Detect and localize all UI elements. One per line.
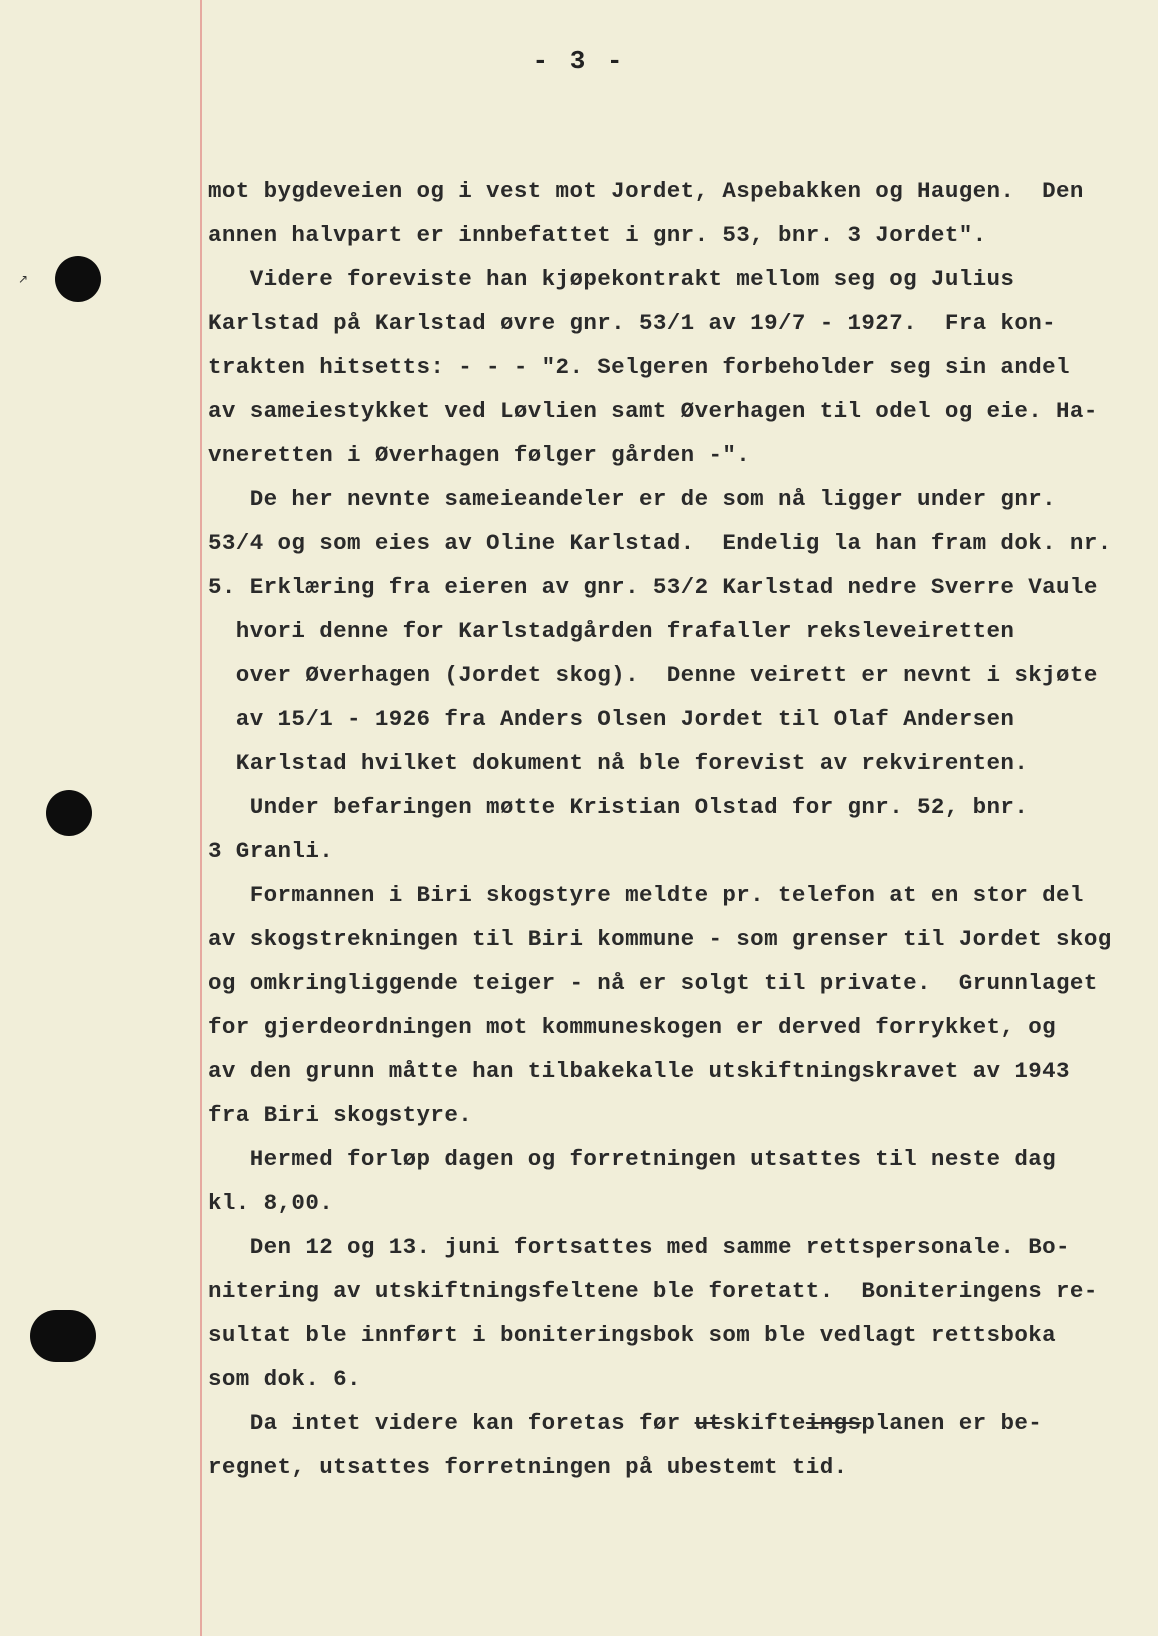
text-line: vneretten i Øverhagen følger gården -". bbox=[208, 442, 751, 468]
punch-hole bbox=[55, 256, 101, 302]
text-line: annen halvpart er innbefattet i gnr. 53, bnr. 3 Jordet". bbox=[208, 222, 987, 248]
text-line: kl. 8,00. bbox=[208, 1190, 334, 1216]
struck-text: ings bbox=[805, 1410, 862, 1436]
page-number: - 3 - bbox=[532, 46, 626, 76]
text-line: Formannen i Biri skogstyre meldte pr. telefon at en stor del bbox=[208, 882, 1084, 908]
text-line: av skogstrekningen til Biri kommune - som grenser til Jordet skog bbox=[208, 926, 1112, 952]
text-line-with-correction bbox=[208, 1408, 1042, 1438]
text-line: nitering av utskiftningsfeltene ble foretatt. Boniteringens re- bbox=[208, 1278, 1098, 1304]
text-line: Videre foreviste han kjøpekontrakt mellom seg og Julius bbox=[208, 266, 1015, 292]
text-line: av 15/1 - 1926 fra Anders Olsen Jordet til Olaf Andersen bbox=[208, 706, 1015, 732]
text-line: 5. Erklæring fra eieren av gnr. 53/2 Karlstad nedre Sverre Vaule bbox=[208, 574, 1098, 600]
margin-tick-mark: ↗ bbox=[18, 272, 29, 286]
punch-hole bbox=[46, 790, 92, 836]
text-fragment: skifte bbox=[722, 1410, 806, 1436]
text-line: Under befaringen møtte Kristian Olstad for gnr. 52, bnr. bbox=[208, 794, 1029, 820]
text-line: regnet, utsattes forretningen på ubestemt tid. bbox=[208, 1454, 848, 1480]
text-line: hvori denne for Karlstadgården frafaller reksleveiretten bbox=[208, 618, 1015, 644]
struck-text: ut bbox=[694, 1410, 723, 1436]
text-line: Hermed forløp dagen og forretningen utsattes til neste dag bbox=[208, 1146, 1057, 1172]
text-line: trakten hitsetts: - - - "2. Selgeren forbeholder seg sin andel bbox=[208, 354, 1070, 380]
text-line: 53/4 og som eies av Oline Karlstad. Endelig la han fram dok. nr. bbox=[208, 530, 1112, 556]
text-line: av den grunn måtte han tilbakekalle utskiftningskravet av 1943 bbox=[208, 1058, 1070, 1084]
text-line: av sameiestykket ved Løvlien samt Øverhagen til odel og eie. Ha- bbox=[208, 398, 1098, 424]
text-fragment: Da intet videre kan foretas før bbox=[208, 1410, 695, 1436]
text-fragment: planen er be- bbox=[861, 1410, 1043, 1436]
text-line: 3 Granli. bbox=[208, 838, 334, 864]
text-line: Karlstad hvilket dokument nå ble forevist av rekvirenten. bbox=[208, 750, 1029, 776]
margin-rule bbox=[200, 0, 202, 1636]
text-line: Den 12 og 13. juni fortsattes med samme rettspersonale. Bo- bbox=[208, 1234, 1070, 1260]
text-line: og omkringliggende teiger - nå er solgt til private. Grunnlaget bbox=[208, 970, 1098, 996]
text-line: for gjerdeordningen mot kommuneskogen er derved forrykket, og bbox=[208, 1014, 1057, 1040]
text-line: som dok. 6. bbox=[208, 1366, 361, 1392]
text-line: over Øverhagen (Jordet skog). Denne veirett er nevnt i skjøte bbox=[208, 662, 1098, 688]
text-line: Karlstad på Karlstad øvre gnr. 53/1 av 19/7 - 1927. Fra kon- bbox=[208, 310, 1057, 336]
text-line: fra Biri skogstyre. bbox=[208, 1102, 473, 1128]
text-line: De her nevnte sameieandeler er de som nå ligger under gnr. bbox=[208, 486, 1057, 512]
text-line: mot bygdeveien og i vest mot Jordet, Aspebakken og Haugen. Den bbox=[208, 178, 1084, 204]
punch-hole bbox=[30, 1310, 96, 1362]
text-line: sultat ble innført i boniteringsbok som ble vedlagt rettsboka bbox=[208, 1322, 1057, 1348]
